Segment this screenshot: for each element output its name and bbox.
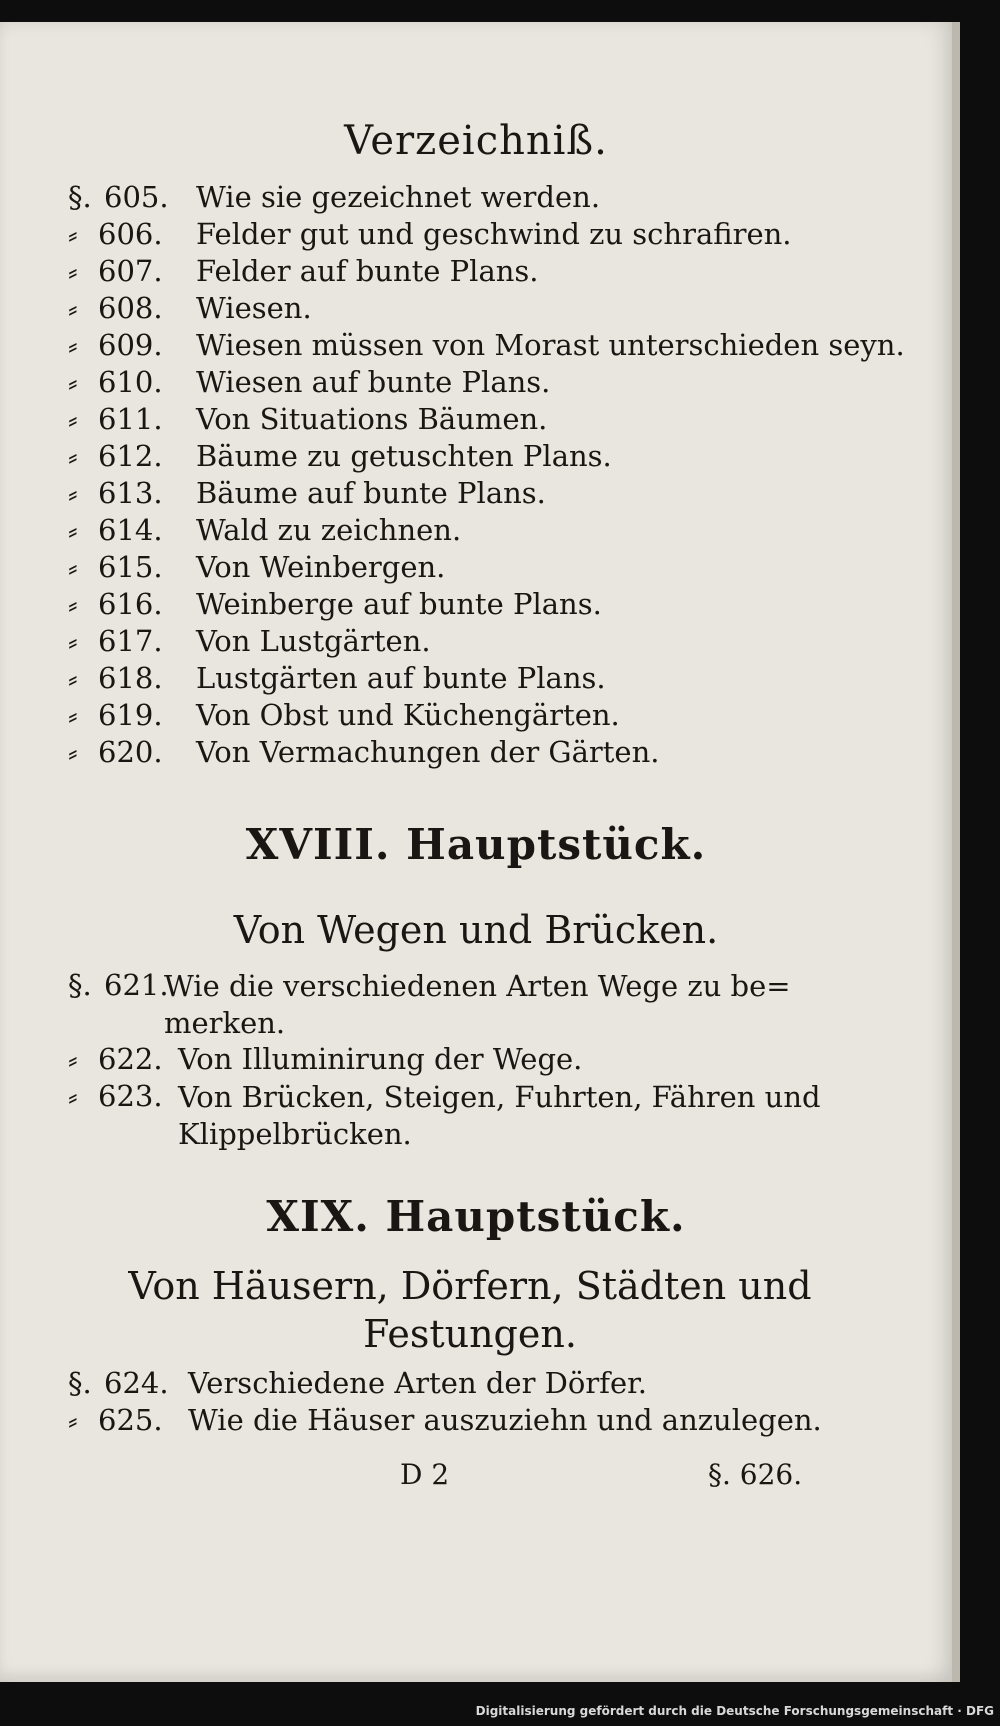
ditto-mark: ⸗ [68,254,78,288]
entry-number: 610. [98,365,163,399]
entry-title: Von Vermachungen der Gärten. [196,735,660,769]
section-mark: §. [68,1366,92,1400]
ditto-mark: ⸗ [68,698,78,732]
page-edge [952,22,960,1682]
entry-title: Bäume zu getuschten Plans. [196,439,612,473]
entry-title: Verschiedene Arten der Dörfer. [188,1366,648,1400]
entry-number: 608. [98,291,163,325]
catchword: §. 626. [708,1458,803,1491]
ditto-mark: ⸗ [68,291,78,325]
entry-title: Von Situations Bäumen. [196,402,548,436]
entry-title: Wald zu zeichnen. [196,513,462,547]
ditto-mark: ⸗ [68,328,78,362]
entry-title: Wiesen auf bunte Plans. [196,365,551,399]
entry-title: Weinberge auf bunte Plans. [196,587,602,621]
entry-number: 619. [98,698,163,732]
entry-number: 613. [98,476,163,510]
signature-mark: D 2 [400,1458,450,1491]
entry-number: 605. [104,180,169,214]
entry-number: 621. [104,968,169,1002]
entry-title: Wie die Häuser auszuziehn und anzulegen. [188,1403,822,1437]
entry-title: Wie die verschiedenen Arten Wege zu be= merken. [164,969,791,1040]
ditto-mark: ⸗ [68,624,78,658]
ditto-mark: ⸗ [68,402,78,436]
ditto-mark: ⸗ [68,217,78,251]
entry-number: 615. [98,550,163,584]
ditto-mark: ⸗ [68,550,78,584]
entry-title: Wiesen müssen von Morast unterschieden seyn. [196,328,905,362]
entry-number: 616. [98,587,163,621]
entry-title: Wie sie gezeichnet werden. [196,180,601,214]
ditto-mark: ⸗ [68,1042,78,1076]
entry-number: 612. [98,439,163,473]
ditto-mark: ⸗ [68,476,78,510]
entry-number: 618. [98,661,163,695]
running-title: Verzeichniß. [344,118,608,164]
entry-number: 614. [98,513,163,547]
entry-number: 623. [98,1079,163,1113]
chapter-heading-19: XIX. Hauptstück. [266,1192,686,1241]
entry-title: Felder gut und geschwind zu schrafiren. [196,217,792,251]
entry-title: Wiesen. [196,291,312,325]
entry-number: 617. [98,624,163,658]
entry-title: Von Illuminirung der Wege. [178,1042,583,1076]
entry-title: Felder auf bunte Plans. [196,254,539,288]
entry-number: 625. [98,1403,163,1437]
chapter-subtitle-18: Von Wegen und Brücken. [233,908,719,952]
section-mark: §. [68,968,92,1002]
ditto-mark: ⸗ [68,735,78,769]
entry-number: 606. [98,217,163,251]
digitization-credit: Digitalisierung gefördert durch die Deutsche Forschungsgemeinschaft · DFG [475,1704,994,1718]
entry-title: Bäume auf bunte Plans. [196,476,546,510]
chapter-heading-18: XVIII. Hauptstück. [245,820,707,869]
entry-title: Von Obst und Küchengärten. [196,698,620,732]
ditto-mark: ⸗ [68,365,78,399]
ditto-mark: ⸗ [68,1403,78,1437]
ditto-mark: ⸗ [68,587,78,621]
entry-number: 622. [98,1042,163,1076]
entry-title: Von Brücken, Steigen, Fuhrten, Fähren und Klippelbrücken. [178,1080,821,1151]
ditto-mark: ⸗ [68,661,78,695]
section-mark: §. [68,180,92,214]
ditto-mark: ⸗ [68,513,78,547]
chapter-subtitle-19: Von Häusern, Dörfern, Städten und Festungen. [128,1264,812,1356]
entry-title: Lustgärten auf bunte Plans. [196,661,606,695]
entry-title: Von Lustgärten. [196,624,431,658]
entry-number: 609. [98,328,163,362]
entry-number: 620. [98,735,163,769]
entry-number: 611. [98,402,163,436]
entry-title: Von Weinbergen. [196,550,446,584]
entry-number: 624. [104,1366,169,1400]
entry-number: 607. [98,254,163,288]
ditto-mark: ⸗ [68,439,78,473]
ditto-mark: ⸗ [68,1079,78,1113]
